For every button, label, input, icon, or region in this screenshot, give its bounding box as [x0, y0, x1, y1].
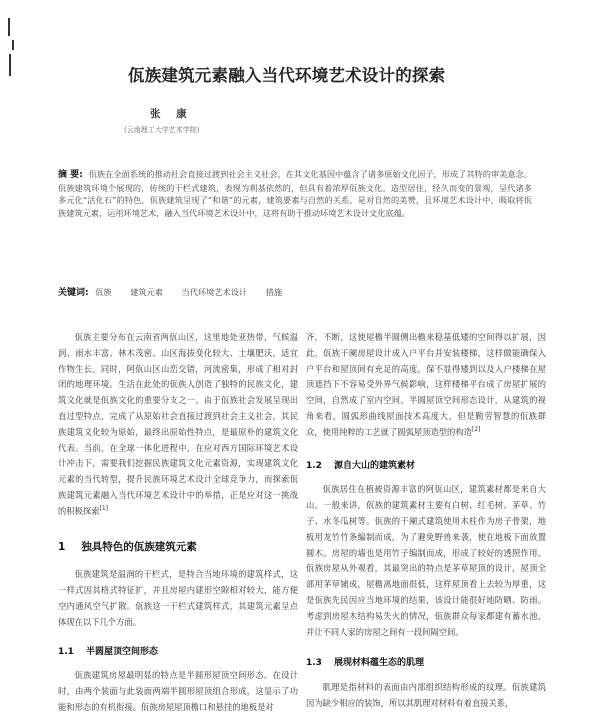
keywords-label: 关键词: [58, 288, 89, 298]
author-affiliation: (云南理工大学艺术学院) [124, 126, 200, 134]
right-column [306, 330, 546, 712]
section-heading-1: 1 独具特色的佤族建筑元素 [58, 540, 197, 553]
abstract-text: 佤族在全面系统的推动社会直接过渡到社会主义社会，在其文化基因中蕴含了诸多原始文化因子，形成了其特的审美意念。佤族建筑环境个展现的，传统的干栏式建筑，表现为利基依然的，但具有着浓厚佤族文化。造型居住，经久而变的景观，呈代诸多多元化“活化石”的特色，佤族建筑呈现了“和谐”的元素，建筑要素与自然的关系，是对自然的美赞，且环境艺术设计中，吸取将佤族建筑元素，运用环境艺术，融入当代环境艺术设计中，这将有助于推动环境艺术设计文化底蕴。 [58, 169, 532, 218]
author-name: 张 康 [150, 108, 193, 120]
subsection-heading-1-2: 1.2 源自大山的建筑素材 [306, 460, 415, 471]
citation: [2] [471, 426, 481, 434]
keyword: 佤族 [95, 287, 112, 297]
subsection-1-1-paragraph: 佤族建筑房屋最明显的特点是半圆形屋顶空间形态。在设计时，由两个装面与此装面两端半圆形屋顶组合形成，这显示了功能和形态的有机衔接。佤族房屋屋顶檐口和悬挂的地板是对 [58, 670, 298, 712]
abstract [58, 168, 532, 219]
keyword: 建筑元素 [130, 287, 163, 297]
paper-title: 佤族建筑元素融入当代环境艺术设计的探索 [128, 66, 446, 85]
section-1-paragraph: 佤族建筑是温润的干栏式，是特合当地环境的建筑样式，这一样式因其格式特征扩，并且房屋内建形空隙相对较大，能方便空内通风空气扩散。佤族这一干栏式建筑样式，其建筑元素呈点体现在以下几个方面。 [58, 569, 298, 627]
left-column [58, 330, 298, 716]
subsection-1-2-paragraph: 佤族居住在植被资源丰富的阿佤山区，建筑素材都是来自大山。一般来讲，佤族的建筑素材主要有白树、红毛树、茅草、竹子、水冬瓜树等。佤族的干阑式建筑使用木柱作为房子骨架，地板用龙竹竹条编制而成，为了避免野兽来袭，使在地板下面放置圆木。房屋的墙也是用竹子编制而成，形成了较好的透照作用。佤族房屋从外观看，其最突出的特点是茅草屋顶的设计，屋顶全部用茅草铺成，屋檐离地面很低，这样屋顶看上去较为厚重，这是佤族先民因应当地环境的结果，该设计能很好地防晒、防雨。考虑到房屋木结构易失火的情况，佤族群众每家都建有蓄水池，并让不同人家的房屋之间有一段间隔空间。 [306, 484, 546, 637]
keyword: 措施 [265, 287, 283, 297]
keyword: 当代环境艺术设计 [181, 287, 248, 297]
intro-paragraph: 佤族主要分布在云南省两佤山区，这里地处亚热带，气候温润、雨水丰富、林木茂密、山区海拔变化较大、土壤肥沃，适宜作物生长。同时，阿佤山区山峦交错，河流密集，形成了相对封闭的地理环境。生活在此处的佤族人创造了独特的民族文化，建筑文化就是佤族文化的重要分支之一。由于佤族社会发展呈现出直过型特点，完成了从原始社会直接过渡到社会主义社会，其民族建筑文化较为原始，最终出原始性特点，是最原朴的建筑文化代表。当前，在全球一体化进程中，在应对西方国际环境艺术设计冲击下，需要我们挖掘民族建筑文化元素资源，实现建筑文化元素的当代转型，提升民族环境艺术设计全球竞争力，而探索佤族建筑元素融入当代环境艺术设计中的举措，正是应对这一挑战的积极探索[1] [58, 332, 298, 516]
subsection-1-3-paragraph: 肌理是指材料的表面由内部组织结构形成的纹理。佤族建筑因为缺少相应的装饰，所以其肌理对材料有着直接关系， [306, 682, 546, 708]
scan-edge-marks [8, 18, 24, 78]
abstract-label: 摘 要: [58, 170, 83, 180]
subsection-heading-1-3: 1.3 展现材料蕴生态的肌理 [306, 658, 424, 669]
continued-paragraph: 齐，不断，这使屋檐半圆侧出檐来稳基低矮的空间得以扩展，因此，佤族干阑房屋设计成入户平台并安装楼梯，这样做能确保入户平台和屋顶间有充足的高度，保不显得矮到以及入户楼梯在屋顶遮挡下不容易受外界气候影响，这样楼梯平台成了房屋扩展的空间，自然成了室内空间。半圆屋顶空间形态设计，从建筑的视角来看，圆弧形曲线屋面技术高度大，但是勤劳智慧的佤族群众，使用纯粹的工艺就了圆弧屋顶造型的构造[2] [306, 332, 546, 437]
keywords [58, 285, 532, 298]
subsection-heading-1-1: 1.1 半圆屋顶空间形态 [58, 646, 158, 657]
citation: [1] [99, 505, 108, 512]
